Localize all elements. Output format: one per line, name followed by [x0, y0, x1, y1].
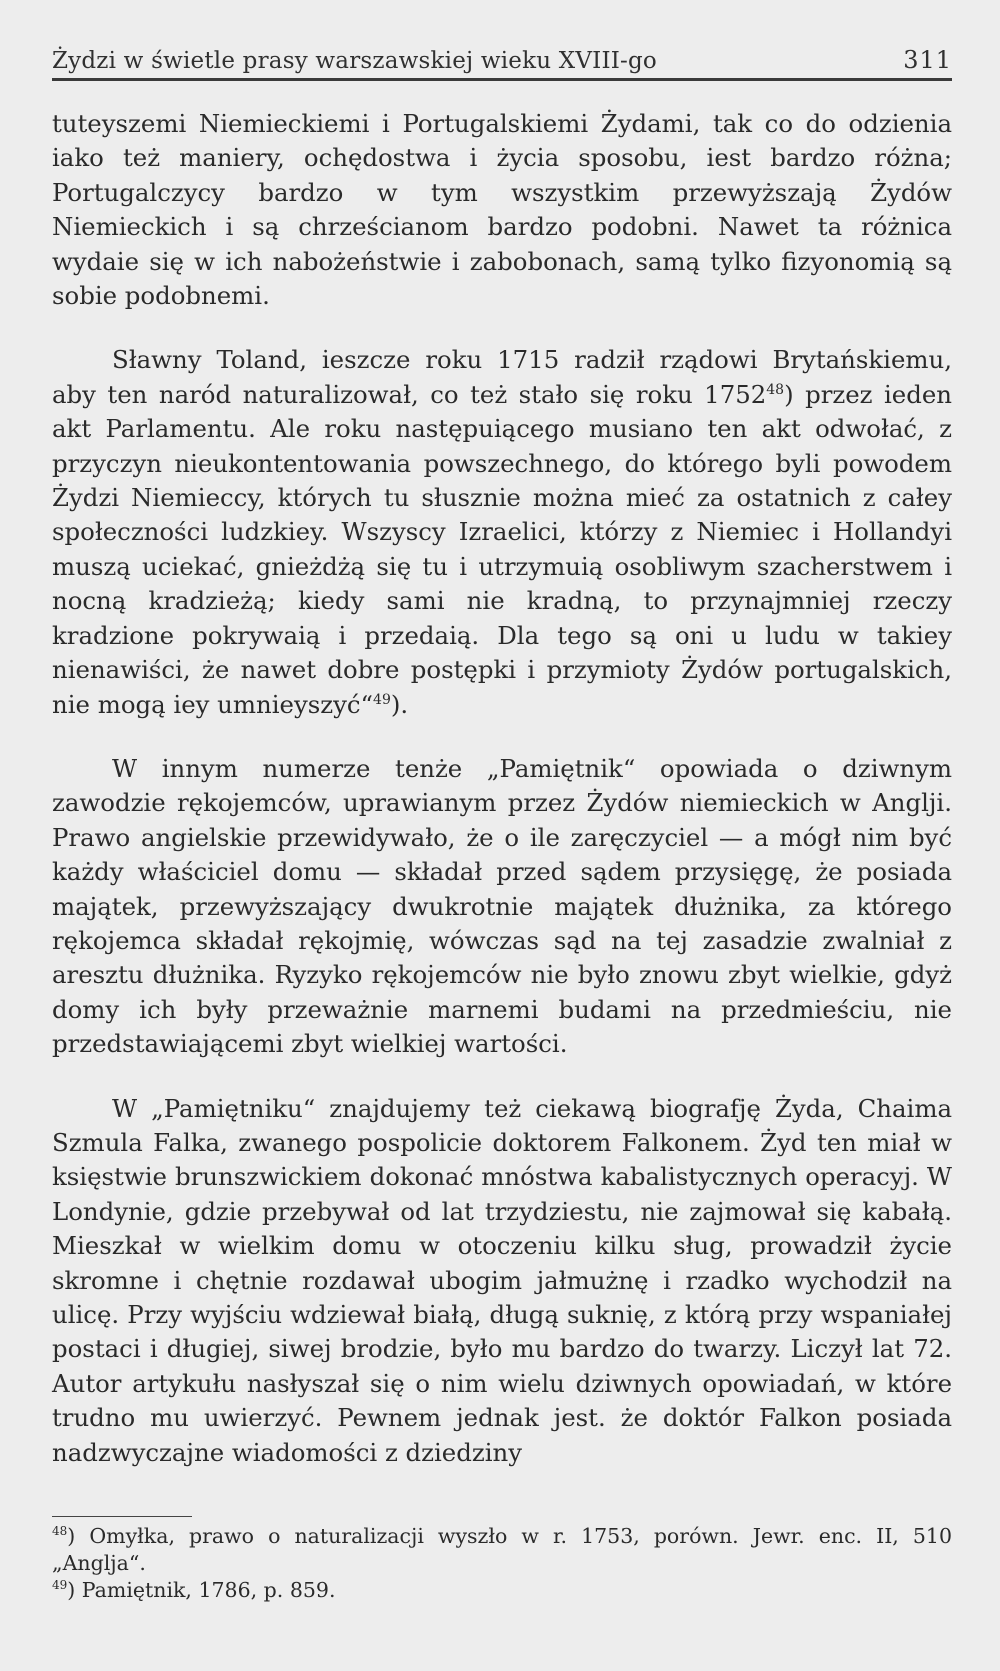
- paragraph-1: [52, 107, 952, 313]
- running-title: Żydzi w świetle prasy warszawskiej wieku XVIII-go: [52, 48, 657, 74]
- footnote-ref-48: 48: [766, 381, 785, 398]
- footnote-ref-49: 49: [373, 691, 391, 708]
- header-rule: [52, 78, 952, 81]
- footnote-49: [52, 1577, 952, 1604]
- footnote-48-text: ) Omyłka, prawo o naturalizacji wyszło w r. 1753, porówn. Jewr. enc. II, 510 „Anglja“.: [52, 1524, 952, 1576]
- page-number: 311: [903, 46, 952, 74]
- paragraph-4: [52, 1092, 952, 1470]
- footnote-number-49: 49: [52, 1578, 68, 1593]
- paragraph-1-text: tuteyszemi Niemieckiemi i Portugalskiemi Żydami, tak co do odzienia iako też maniery, ochędostwa i życia sposobu, iest bardzo różna; Portugalczycy bardzo w tym wszystkim przewyższają Żydów Niemieckich i są chrześcianom bardzo podobni. Nawet ta różnica wydaie się w ich nabożeństwie i zabobonach, samą tylko fizyonomią są sobie podobnemi.: [52, 109, 952, 311]
- footnote-number-48: 48: [52, 1524, 68, 1539]
- paragraph-3-text: W innym numerze tenże „Pamiętnik“ opowiada o dziwnym zawodzie rękojemców, uprawianym przez Żydów niemieckich w Anglji. Prawo angielskie przewidywało, że o ile zaręczyciel — a mógł nim być każdy właściciel domu — składał przed sądem przysięgę, że posiada majątek, przewyższający dwukrotnie majątek dłużnika, za którego rękojemca składał rękojmię, wówczas sąd na tej zasadzie zwalniał z aresztu dłużnika. Ryzyko rękojemców nie było znowu zbyt wielkie, gdyż domy ich były przeważnie marnemi budami na przedmieściu, nie przedstawiającemi zbyt wielkiej wartości.: [52, 753, 952, 1059]
- running-header: [52, 40, 952, 74]
- paragraph-2: [52, 343, 952, 721]
- footnote-48: [52, 1523, 952, 1577]
- footnote-49-text: ) Pamiętnik, 1786, p. 859.: [67, 1578, 336, 1603]
- paragraph-3: [52, 752, 952, 1062]
- book-page: [52, 40, 952, 1650]
- paragraph-2-text-a: Sławny Toland, ieszcze roku 1715 radził rządowi Brytańskiemu, aby ten naród naturalizował, co też stało się roku 1752: [52, 345, 952, 409]
- paragraph-2-text-b: ) przez ieden akt Parlamentu. Ale roku następuiącego musiano ten akt odwołać, z przyczyn nieukontentowania powszechnego, do którego byli powodem Żydzi Niemieccy, których tu słusznie można mieć za ostatnich z całey społeczności ludzkiey. Wszyscy Izraelici, którzy z Niemiec i Hollandyi muszą uciekać, gnieżdżą się tu i utrzymuią osobliwym szacherstwem i nocną kradzieżą; kiedy sami nie kradną, to przynajmniej rzeczy kradzione pokrywaią i przedaią. Dla tego są oni u ludu w takiey nienawiści, że nawet dobre postępki i przymioty Żydów portugalskich, nie mogą iey umnieyszyć“: [52, 379, 952, 719]
- paragraph-2-text-c: ).: [390, 689, 409, 719]
- paragraph-4-text: W „Pamiętniku“ znajdujemy też ciekawą biografję Żyda, Chaima Szmula Falka, zwanego pospolicie doktorem Falkonem. Żyd ten miał w księstwie brunszwickiem dokonać mnóstwa kabalistycznych operacyj. W Londynie, gdzie przebywał od lat trzydziestu, nie zajmował się kabałą. Mieszkał w wielkim domu w otoczeniu kilku sług, prowadził życie skromne i chętnie rozdawał ubogim jałmużnę i rzadko wychodził na ulicę. Przy wyjściu wdziewał białą, długą suknię, z którą przy wspaniałej postaci i długiej, siwej brodzie, było mu bardzo do twarzy. Liczył lat 72. Autor artykułu nasłyszał się o nim wielu dziwnych opowiadań, w które trudno mu uwierzyć. Pewnem jednak jest. że doktór Falkon posiada nadzwyczajne wiadomości z dziedziny: [52, 1093, 952, 1467]
- footnote-rule: [52, 1516, 192, 1517]
